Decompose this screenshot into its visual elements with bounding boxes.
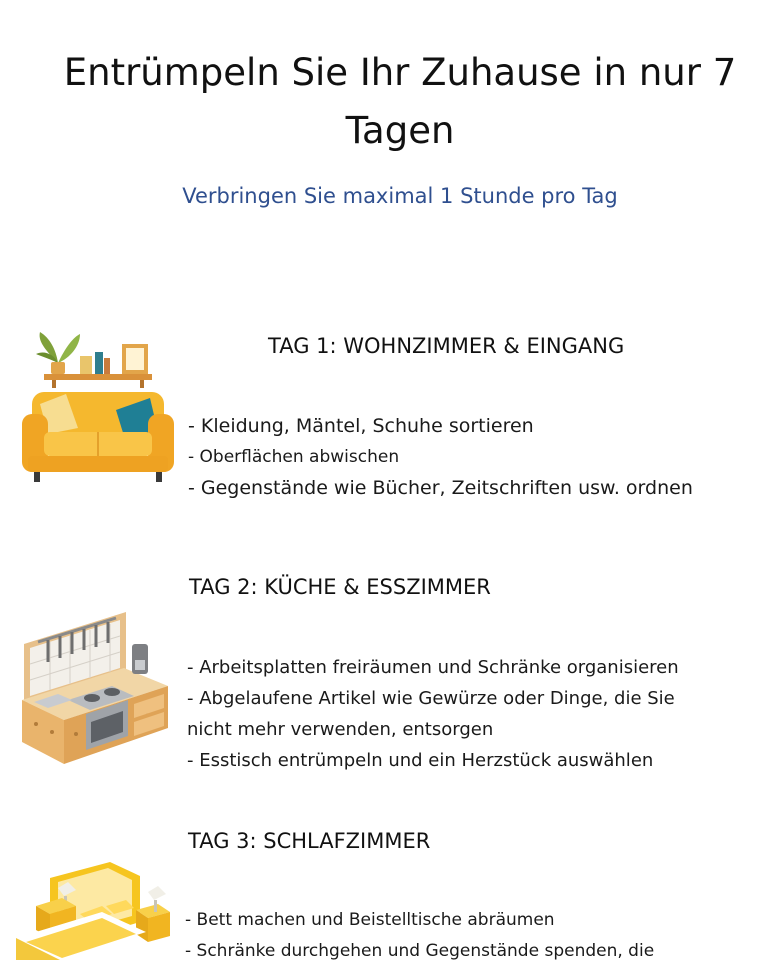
list-item: - Abgelaufene Artikel wie Gewürze oder Dinge, die Sie bbox=[187, 688, 675, 709]
list-item: - Oberflächen abwischen bbox=[188, 447, 400, 467]
list-item: - Gegenstände wie Bücher, Zeitschriften usw. ordnen bbox=[188, 477, 693, 499]
list-item: - Bett machen und Beistelltische abräumen bbox=[185, 910, 555, 930]
task-list-day2 bbox=[187, 652, 679, 776]
task-list-day1 bbox=[188, 411, 693, 504]
section-heading-day3: TAG 3: SCHLAFZIMMER bbox=[188, 829, 431, 853]
bed-icon bbox=[6, 858, 176, 960]
sofa-icon bbox=[18, 328, 178, 488]
kitchen-icon bbox=[16, 604, 176, 774]
list-item: - Arbeitsplatten freiräumen und Schränke organisieren bbox=[187, 657, 679, 678]
section-heading-day1: TAG 1: WOHNZIMMER & EINGANG bbox=[268, 334, 625, 358]
list-item: - Esstisch entrümpeln und ein Herzstück auswählen bbox=[187, 750, 654, 771]
list-item: - Kleidung, Mäntel, Schuhe sortieren bbox=[188, 415, 534, 437]
section-heading-day2: TAG 2: KÜCHE & ESSZIMMER bbox=[189, 575, 491, 599]
list-item: - Schränke durchgehen und Gegenstände spenden, die bbox=[185, 941, 655, 961]
list-item: nicht mehr verwenden, entsorgen bbox=[187, 719, 494, 740]
page-subtitle: Verbringen Sie maximal 1 Stunde pro Tag bbox=[182, 184, 618, 208]
task-list-day3 bbox=[185, 905, 654, 967]
page-title: Entrümpeln Sie Ihr Zuhause in nur 7 Tagen bbox=[63, 51, 737, 152]
